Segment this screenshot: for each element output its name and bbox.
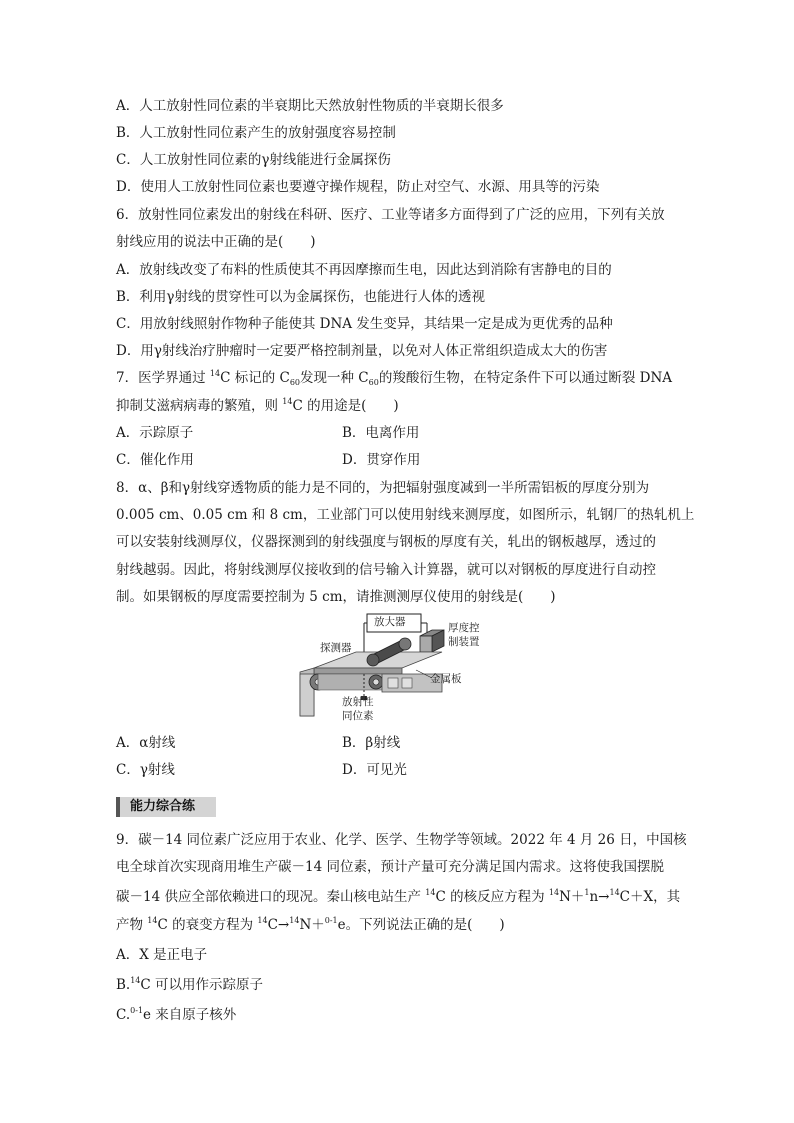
q9-stem-line4: 产物 $^{14}$C 的衰变方程为 $^{14}$C→$^{14}$N＋$^{0-1}$e。下列说法正确的是( ): [116, 916, 505, 933]
section-title: 能力综合练: [130, 799, 196, 814]
q9-stem-line3: 碳－14 供应全部依赖进口的现况。秦山核电站生产 $^{14}$C 的核反应方程为 $^{14}$N＋$^1$n→$^{14}$C＋X，其: [116, 888, 681, 905]
thickness-control-device: [420, 630, 444, 652]
q8-stem-line5: 制。如果钢板的厚度需要控制为 5 cm，请推测测厚仪使用的射线是( ): [116, 589, 556, 605]
q7-option-b: B．电离作用: [342, 425, 420, 441]
q8-stem-line4: 射线越弱。因此，将射线测厚仪接收到的信号输入计算器，就可以对钢板的厚度进行自动控: [116, 562, 656, 578]
q7-option-d: D．贯穿作用: [342, 452, 421, 468]
q9-stem-line1: 9．碳－14 同位素广泛应用于农业、化学、医学、生物学等领域。2022 年 4 月 26 日，中国核: [116, 832, 687, 848]
q7-option-c: C．催化作用: [116, 452, 194, 468]
q8-option-b: B．β射线: [342, 735, 401, 751]
q6-stem-line1: 6．放射性同位素发出的射线在科研、医疗、工业等诸多方面得到了广泛的应用，下列有关放: [116, 207, 665, 223]
q5-option-b: B．人工放射性同位素产生的放射强度容易控制: [116, 125, 396, 141]
amplifier-label: 放大器: [374, 616, 406, 628]
q7-stem-line1: 7．医学界通过 $^{14}$C 标记的 $C_{60}$发现一种 $C_{60}$的羧酸衍生物，在特定条件下可以通过断裂 DNA: [116, 369, 673, 387]
q5-option-a: A．人工放射性同位素的半衰期比天然放射性物质的半衰期长很多: [116, 98, 504, 114]
q8-stem-line2: 0.005 cm、0.05 cm 和 8 cm，工业部门可以使用射线来测厚度，如图所示，轧钢厂的热轧机上: [116, 507, 695, 523]
q8-stem-line3: 可以安装射线测厚仪，仪器探测到的射线强度与钢板的厚度有关，轧出的钢板越厚，透过的: [116, 534, 656, 550]
thickness-control-label-2: 制装置: [448, 636, 480, 648]
isotope-label-2: 同位素: [342, 710, 374, 722]
section-heading: [116, 797, 216, 817]
q6-option-d: D．用γ射线治疗肿瘤时一定要严格控制剂量，以免对人体正常组织造成太大的伤害: [116, 343, 608, 359]
metal-plate-label: 金属板: [430, 673, 462, 685]
q8-option-a: A．α射线: [116, 735, 176, 751]
q9-stem-line2: 电全球首次实现商用堆生产碳－14 同位素，预计产量可充分满足国内需求。这将使我国摆脱: [116, 859, 664, 875]
isotope-label-1: 放射性: [342, 696, 374, 708]
q9-option-b: B.$^{14}$C 可以用作示踪原子: [116, 976, 264, 993]
q5-option-c: C．人工放射性同位素的γ射线能进行金属探伤: [116, 152, 391, 168]
q8-stem-line1: 8．α、β和γ射线穿透物质的能力是不同的，为把辐射强度减到一半所需铝板的厚度分别为: [116, 480, 650, 496]
detector-label: 探测器: [320, 642, 352, 654]
lower-roller: [369, 675, 383, 689]
q9-option-c: C.$^{0-1}$e 来自原子核外: [116, 1006, 237, 1023]
q6-stem-line2: 射线应用的说法中正确的是( ): [116, 234, 316, 250]
q5-option-d: D．使用人工放射性同位素也要遵守操作规程，防止对空气、水源、用具等的污染: [116, 179, 600, 195]
q6-option-a: A．放射线改变了布料的性质使其不再因摩擦而生电，因此达到消除有害静电的目的: [116, 262, 612, 278]
q6-option-c: C．用放射线照射作物种子能使其 DNA 发生变异，其结果一定是成为更优秀的品种: [116, 316, 613, 332]
q8-option-c: C．γ射线: [116, 762, 175, 778]
q8-option-d: D．可见光: [342, 762, 407, 778]
q7-option-a: A．示踪原子: [116, 425, 194, 441]
q6-option-b: B．利用γ射线的贯穿性可以为金属探伤，也能进行人体的透视: [116, 289, 485, 305]
thickness-control-label-1: 厚度控: [448, 622, 480, 634]
q7-stem-line2: 抑制艾滋病病毒的繁殖，则 $^{14}$C 的用途是( ): [116, 397, 399, 414]
q9-option-a: A．X 是正电子: [116, 947, 208, 963]
thickness-gauge-figure: [292, 612, 497, 724]
